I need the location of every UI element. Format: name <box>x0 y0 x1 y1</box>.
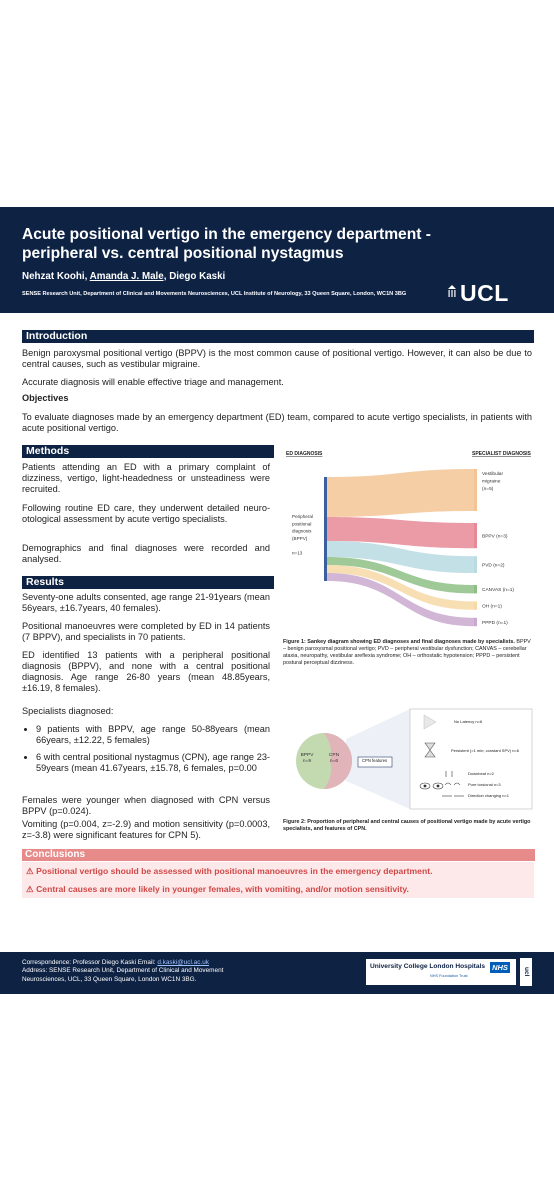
authors <box>22 271 225 282</box>
figure-1-label: Figure 1: Sankey diagram showing ED diagnoses and final diagnoses made by specialists. <box>283 639 515 645</box>
sankey-source-label-line: diagnosis <box>292 528 312 534</box>
sankey-target-label: migraine <box>482 479 501 485</box>
poster-header <box>0 207 554 313</box>
sankey-target-label: CANVAS (n=1) <box>482 588 515 593</box>
sankey-target-label: OH (n=1) <box>482 604 502 610</box>
sankey-target-label: PVD (n=2) <box>482 563 505 569</box>
ucl-portico-icon <box>448 285 456 298</box>
feature-direction-changing: Direction changing n=1 <box>468 793 510 798</box>
conclusion-1: ⚠ Positional vertigo should be assessed with positional manoeuvres in the emergency department. <box>26 866 433 876</box>
cpn-pie-label <box>326 753 342 765</box>
sankey-target-label: (n=5) <box>482 487 494 492</box>
cpn-label: CPN <box>328 753 340 758</box>
figure-1-caption <box>283 639 533 667</box>
results-paragraph-4: Specialists diagnosed: <box>22 706 114 716</box>
bppv-n: n=9 <box>302 759 312 764</box>
author-male: Amanda J. Male, <box>89 271 167 282</box>
address-line-2: Neurosciences, UCL, 33 Queen Square, London WC1N 3BG. <box>22 975 197 983</box>
conclusions-box <box>22 862 534 898</box>
methods-paragraph-1: Patients attending an ED with a primary complaint of dizziness, vertigo, light-headedness or unsteadiness were recruited. <box>22 462 270 494</box>
sankey-flow <box>327 573 474 626</box>
feature-persistent: Persistent (>1 min; constant SPV) n=6 <box>451 748 520 753</box>
objectives-heading: Objectives <box>22 393 69 403</box>
feature-no-latency: No Latency n=6 <box>454 719 483 724</box>
figure-2 <box>282 707 534 827</box>
correspondence-text: Correspondence: Professor Diego Kaski Email: <box>22 959 158 966</box>
sankey-target-node <box>474 469 477 511</box>
footer-contact <box>22 959 223 984</box>
results-paragraph-5: Females were younger when diagnosed with CPN versus BPPV (p=0.024). <box>22 795 270 816</box>
list-item: • 6 with central positional nystagmus (CPN), age range 23-59years (mean 41.67years, ±15.78, 6 females, p=0.00 <box>36 752 270 774</box>
sankey-source-node <box>324 477 327 581</box>
methods-paragraph-2: Following routine ED care, they underwent detailed neuro-otological assessment by acute vertigo specialists. <box>22 503 270 524</box>
results-paragraph-2: Positional manoeuvres were completed by ED in 14 patients (7 BPPV), and specialists in 70 patients. <box>22 621 270 642</box>
results-paragraph-3: ED identified 13 patients with a peripheral positional diagnosis (BPPV), and none with a central positional diagnosis. Age range 26-80 years (mean 48.85years, ±16.19, 8 females). <box>22 650 270 693</box>
conclusions-heading: Conclusions <box>22 849 535 861</box>
correspondence-line <box>22 959 223 967</box>
poster-footer <box>0 952 554 994</box>
methods-paragraph-3: Demographics and final diagnoses were recorded and analysed. <box>22 543 270 564</box>
author-koohi: Nehzat Koohi, <box>22 271 88 282</box>
ed-diagnosis-header: ED DIAGNOSIS <box>286 451 323 457</box>
address-line-1: Address: SENSE Research Unit, Department of Clinical and Movement <box>22 967 224 975</box>
bppv-pie-label <box>299 753 315 765</box>
uclh-name: University College London Hospitals <box>370 963 486 970</box>
list-item: • 9 patients with BPPV, age range 50-88years (mean 66years, ±12.22, 5 females) <box>36 724 270 746</box>
sankey-source-label-line: positional <box>292 521 312 527</box>
sankey-target-label: Vestibular <box>482 472 504 477</box>
sankey-target-label: BPPV (n=3) <box>482 534 508 540</box>
sankey-target-node <box>474 523 477 548</box>
feature-pure-torsional: Pure torsional n=3 <box>468 782 501 787</box>
sankey-diagram <box>282 447 534 626</box>
specialist-diagnosis-header: SPECIALIST DIAGNOSIS <box>472 451 531 457</box>
figure-1-text: BPPV – benign paroxysmal positional vertigo; PVD – peripheral vestibular dysfunction; CANVAS – cerebellar ataxia, neuropathy, vestibular areflexia syndrome; OH – orthostatic hypotension; PPPD – persistent postural perceptual dizziness. <box>283 639 531 666</box>
sankey-target-node <box>474 585 477 593</box>
sankey-target-node <box>474 556 477 573</box>
figure-2-label: Figure 2: Proportion of peripheral and central causes of positional vertigo made by acute vertigo specialists, and features of CPN. <box>283 819 531 832</box>
intro-paragraph-1: Benign paroxysmal positional vertigo (BPPV) is the most common cause of positional vertigo. However, it can also be due to central causes, such as vestibular migraine. <box>22 348 532 369</box>
sankey-target-label: PPPD (n=1) <box>482 620 508 626</box>
nhs-logo: NHS <box>490 962 510 973</box>
sankey-target-node <box>474 601 477 609</box>
affiliation: SENSE Research Unit, Department of Clinical and Movements Neurosciences, UCL Institute of Neurology, 33 Queen Square, London, WC1N 3BG <box>22 291 407 297</box>
ucl-side-logo: ucl <box>520 958 532 986</box>
sankey-flow <box>327 469 474 517</box>
cpn-n: n=6 <box>329 759 339 764</box>
ucl-logo: UCL <box>460 280 509 306</box>
objectives-text: To evaluate diagnoses made by an emergency department (ED) team, compared to acute vertigo specialists, in patients with acute positional vertigo. <box>22 412 532 433</box>
sankey-target-node <box>474 618 477 626</box>
sankey-source-label-line: (BPPV) <box>292 535 308 541</box>
cpn-features-label: CPN features <box>362 758 388 763</box>
uclh-logo <box>366 959 516 985</box>
methods-heading: Methods <box>22 445 274 458</box>
email-link[interactable]: d.kaski@ucl.ac.uk <box>157 959 209 966</box>
results-heading: Results <box>22 576 274 589</box>
intro-paragraph-2: Accurate diagnosis will enable effective triage and management. <box>22 377 284 387</box>
sankey-source-label-line: n=13 <box>292 550 303 556</box>
poster <box>0 207 554 994</box>
feature-downbeat: Downbeat n=2 <box>468 771 494 776</box>
results-paragraph-1: Seventy-one adults consented, age range 21-91years (mean 56years, ±16.7years, 40 females). <box>22 592 270 613</box>
specialist-diagnosis-list <box>22 724 270 780</box>
bppv-label: BPPV <box>300 753 314 758</box>
sankey-source-label-line: Peripheral <box>292 514 313 519</box>
poster-title: Acute positional vertigo in the emergency department - peripheral vs. central positional nystagmus <box>22 226 431 262</box>
intro-heading: Introduction <box>22 330 534 343</box>
author-kaski: Diego Kaski <box>169 271 226 282</box>
conclusion-2: ⚠ Central causes are more likely in younger females, with vomiting, and/or motion sensitivity. <box>26 884 409 894</box>
figure-2-caption <box>283 819 533 833</box>
results-paragraph-6: Vomiting (p=0.004, z=-2.9) and motion sensitivity (p=0.0003, z=-3.8) were significant features for CPN 5). <box>22 819 270 840</box>
uclh-trust: NHS Foundation Trust <box>430 974 468 978</box>
